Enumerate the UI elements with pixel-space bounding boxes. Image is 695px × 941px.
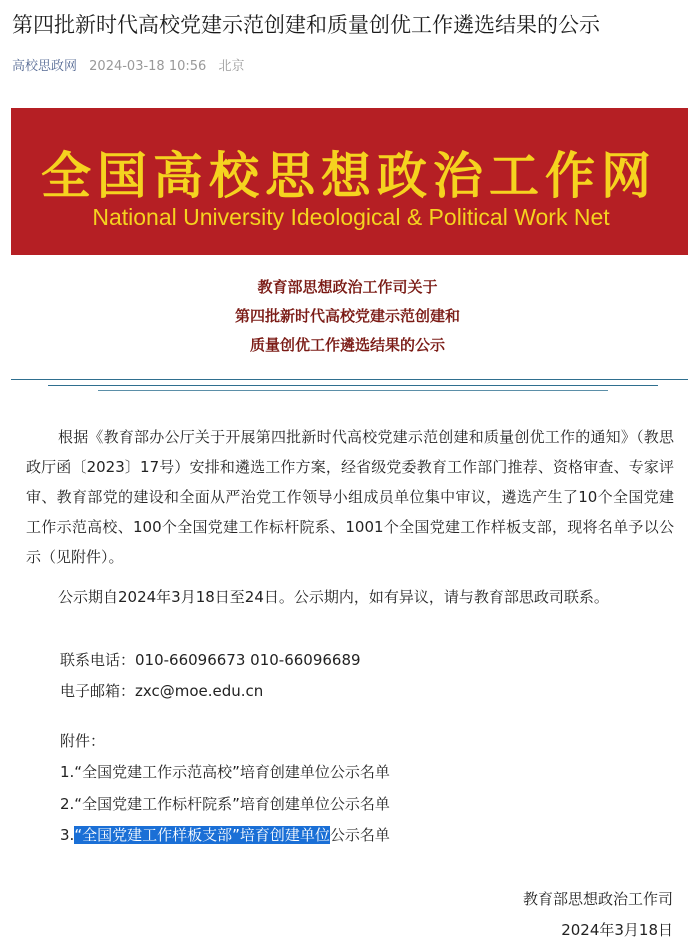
notice-heading-line3: 质量创优工作遴选结果的公示	[249, 336, 445, 354]
selected-text-highlight[interactable]: “全国党建工作样板支部”培育创建单位	[74, 826, 330, 844]
site-banner-image	[11, 108, 688, 255]
attachment-3-prefix: 3.	[60, 826, 75, 844]
signature-date: 2024年3月18日	[561, 921, 673, 939]
notice-heading-line2: 第四批新时代高校党建示范创建和	[234, 307, 460, 325]
divider-line	[48, 385, 658, 386]
divider-line	[11, 379, 688, 380]
divider-line	[98, 390, 608, 391]
attachment-item-2: 2.“全国党建工作标杆院系”培育创建单位公示名单	[60, 795, 390, 813]
attachments-label: 附件：	[60, 732, 106, 750]
body-paragraph-1: 根据《教育部办公厅关于开展第四批新时代高校党建示范创建和质量创优工作的通知》（教思政厅函〔2023〕17号）安排和遴选工作方案，经省级党委教育工作部门推荐、资格审查、专家评审、教育部党的建设和全面从严治党工作领导小组成员单位集中审议，遴选产生了10个全国党建工作示范高校、100个全国党建工作标杆院系、1001个全国党建工作样板支部，现将名单予以公示（见附件）。	[26, 428, 674, 566]
publish-datetime: 2024-03-18 10:56	[89, 59, 207, 74]
publish-location: 北京	[218, 59, 245, 74]
attachment-3-suffix: 公示名单	[329, 826, 390, 844]
banner-title-cn: 全国高校思想政治工作网	[41, 146, 657, 205]
attachment-item-3[interactable]	[60, 825, 390, 845]
contact-phone: 联系电话：010-66096673 010-66096689	[60, 651, 361, 669]
source-link[interactable]: 高校思政网	[12, 59, 78, 74]
signature-org: 教育部思想政治工作司	[522, 890, 673, 908]
attachment-item-1: 1.“全国党建工作示范高校”培育创建单位公示名单	[60, 763, 390, 781]
banner-title-en: National University Ideological & Political Work Net	[92, 204, 610, 230]
article-meta	[12, 55, 252, 74]
contact-email: 电子邮箱：zxc@moe.edu.cn	[60, 682, 264, 700]
article-title: 第四批新时代高校党建示范创建和质量创优工作遴选结果的公示	[12, 13, 600, 37]
notice-heading-line1: 教育部思想政治工作司关于	[257, 278, 438, 296]
body-paragraph-2: 公示期自2024年3月18日至24日。公示期内，如有异议，请与教育部思政司联系。	[58, 588, 609, 606]
